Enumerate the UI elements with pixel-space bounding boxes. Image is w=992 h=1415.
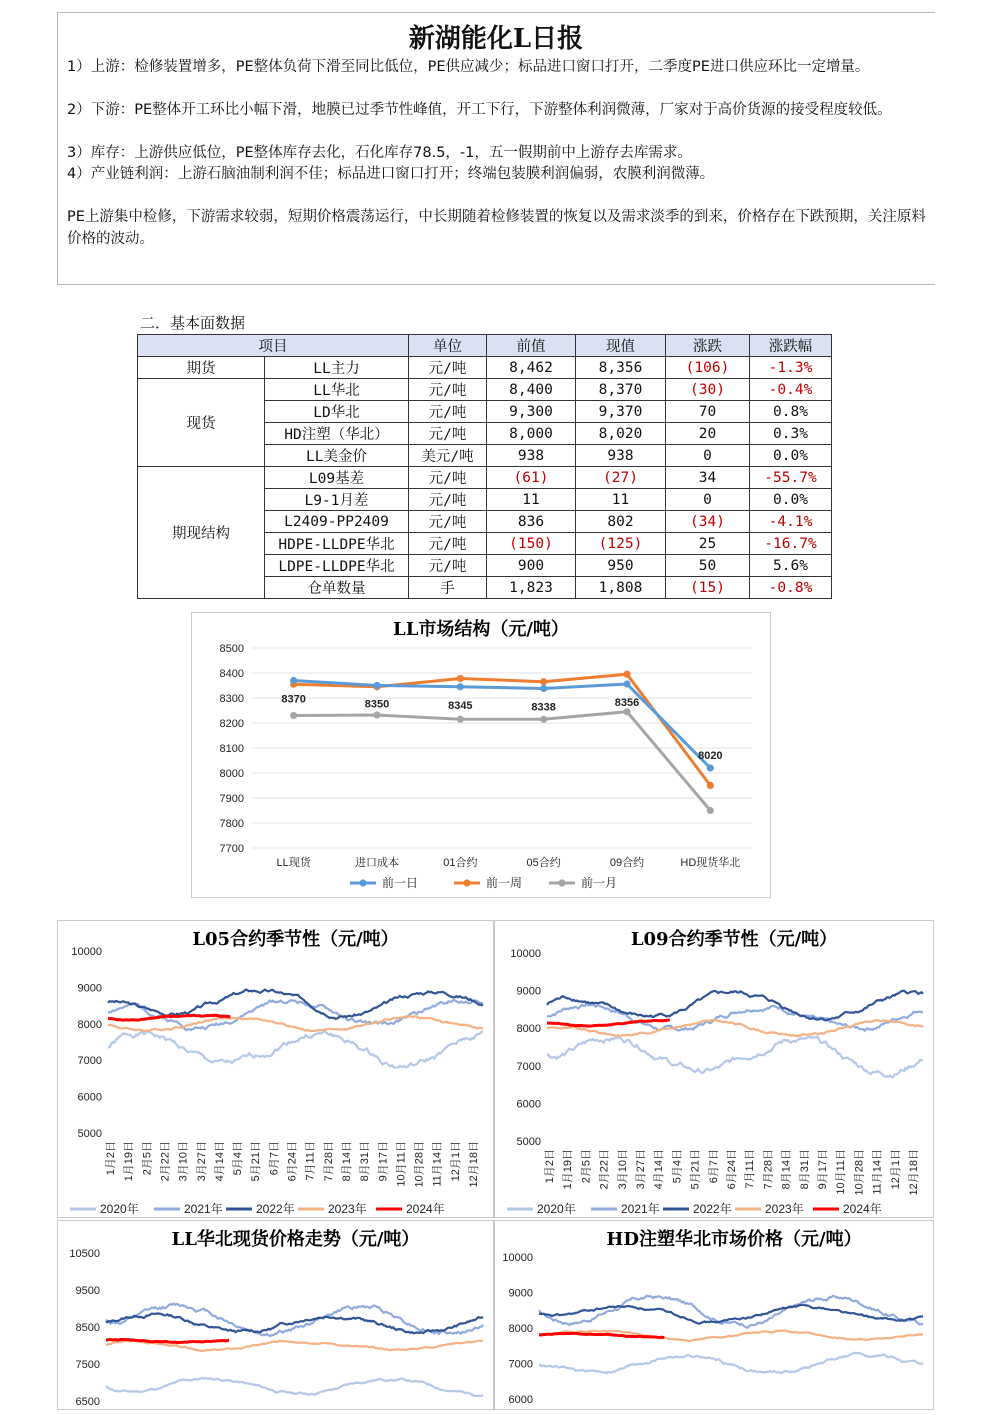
series-line-2 <box>106 1314 483 1334</box>
series-line-0 <box>539 1353 923 1373</box>
series-line-0 <box>547 1037 923 1078</box>
x-category-label: 09合约 <box>609 857 645 869</box>
series-line-2 <box>294 712 711 811</box>
series-line-1 <box>294 674 711 785</box>
fundamentals-table <box>137 334 832 599</box>
x-tick-label: 5月21日 <box>250 1141 263 1182</box>
row-change: 34 <box>666 467 750 489</box>
y-tick-label: 8300 <box>219 693 244 705</box>
row-prev: 836 <box>487 511 576 533</box>
legend-label: 2024年 <box>406 1202 445 1216</box>
header-pct: 涨跌幅 <box>750 335 832 357</box>
row-curr: (125) <box>576 533 666 555</box>
x-tick-label: 10月28日 <box>853 1149 866 1196</box>
legend-label: 2023年 <box>328 1202 367 1216</box>
data-point <box>623 708 630 715</box>
x-tick-label: 1月19日 <box>562 1149 575 1190</box>
y-tick-label: 9000 <box>77 982 102 995</box>
data-label: 8338 <box>531 701 556 714</box>
x-tick-label: 2月22日 <box>598 1149 611 1190</box>
x-tick-label: 6月24日 <box>286 1141 299 1182</box>
x-tick-label: 5月4日 <box>671 1149 684 1184</box>
x-tick-label: 4月14日 <box>213 1141 226 1182</box>
y-tick-label: 8400 <box>219 668 244 680</box>
data-point <box>457 683 464 690</box>
x-tick-label: 7月11日 <box>744 1149 757 1189</box>
x-tick-label: 10月28日 <box>413 1141 426 1188</box>
row-item: HD注塑（华北） <box>265 423 409 445</box>
y-tick-label: 10000 <box>71 946 102 958</box>
ll-north-spot-chart <box>57 1220 494 1410</box>
data-label: 8350 <box>364 698 390 711</box>
row-change: 50 <box>666 555 750 577</box>
y-tick-label: 8000 <box>508 1323 533 1335</box>
legend-label: 2023年 <box>765 1202 804 1216</box>
row-curr: 8,020 <box>576 423 666 445</box>
row-curr: 802 <box>576 511 666 533</box>
y-tick-label: 6000 <box>77 1091 102 1104</box>
l09-seasonality-svg <box>495 921 933 1217</box>
row-item: 仓单数量 <box>265 577 409 599</box>
header-curr: 现值 <box>576 335 666 357</box>
row-prev: 8,462 <box>487 357 576 379</box>
chart-title: HD注塑华北市场价格（元/吨） <box>606 1229 862 1250</box>
row-item: LD华北 <box>265 401 409 423</box>
header-unit: 单位 <box>409 335 487 357</box>
row-unit: 美元/吨 <box>409 445 487 467</box>
legend-label: 2020年 <box>537 1202 576 1216</box>
row-pct: 0.8% <box>750 401 832 423</box>
x-category-label: 进口成本 <box>355 857 399 869</box>
x-category-label: 01合约 <box>443 857 478 869</box>
legend-label: 2022年 <box>693 1202 732 1216</box>
x-tick-label: 9月17日 <box>817 1149 829 1190</box>
row-prev: (61) <box>487 467 576 489</box>
legend-label: 前一周 <box>486 876 523 890</box>
row-item: HDPE-LLDPE华北 <box>265 533 409 555</box>
y-tick-label: 7900 <box>219 793 244 805</box>
report-title: 新湖能化L日报 <box>408 24 584 54</box>
y-tick-label: 9000 <box>516 985 541 998</box>
row-unit: 元/吨 <box>409 533 487 555</box>
data-point <box>623 680 630 687</box>
row-pct: -0.8% <box>750 577 832 599</box>
row-group-label: 期货 <box>138 357 265 379</box>
legend-marker <box>558 879 565 886</box>
header-prev: 前值 <box>487 335 576 357</box>
data-point <box>623 671 630 678</box>
x-tick-label: 8月14日 <box>340 1141 353 1182</box>
row-prev: 9,300 <box>487 401 576 423</box>
row-pct: 0.0% <box>750 489 832 511</box>
data-label: 8370 <box>281 693 306 706</box>
series-line-2 <box>108 990 483 1019</box>
row-change: 0 <box>666 445 750 467</box>
inventory-paragraph: 3）库存：上游供应低位，PE整体库存去化，石化库存78.5，-1，五一假期前中上游存去库需求。 <box>67 145 692 161</box>
legend-label: 2021年 <box>184 1202 223 1216</box>
y-tick-label: 8500 <box>75 1322 100 1334</box>
x-tick-label: 10月11日 <box>835 1149 848 1195</box>
row-unit: 元/吨 <box>409 423 487 445</box>
row-unit: 手 <box>409 577 487 599</box>
data-point <box>707 764 714 771</box>
table-row <box>138 379 832 401</box>
row-prev: 11 <box>487 489 576 511</box>
row-prev: 8,000 <box>487 423 576 445</box>
y-tick-label: 8500 <box>219 643 244 655</box>
y-tick-label: 6000 <box>516 1098 541 1111</box>
y-tick-label: 10000 <box>502 1252 533 1264</box>
x-tick-label: 1月19日 <box>123 1141 136 1182</box>
hd-injection-chart <box>494 1220 934 1410</box>
x-tick-label: 12月18日 <box>908 1149 920 1196</box>
y-tick-label: 9000 <box>508 1287 533 1300</box>
row-unit: 元/吨 <box>409 489 487 511</box>
summary-paragraph: PE上游集中检修，下游需求较弱，短期价格震荡运行，中长期随着检修装置的恢复以及需求淡季的到来，价格存在下跌预期，关注原料价格的波动。 <box>67 209 926 247</box>
y-tick-label: 8200 <box>219 718 244 730</box>
row-curr: 938 <box>576 445 666 467</box>
y-tick-label: 7000 <box>77 1055 102 1068</box>
row-prev: 938 <box>487 445 576 467</box>
legend-label: 前一月 <box>581 876 618 890</box>
row-curr: 8,356 <box>576 357 666 379</box>
row-item: LDPE-LLDPE华北 <box>265 555 409 577</box>
x-tick-label: 12月1日 <box>449 1141 462 1182</box>
chart-title: LL华北现货价格走势（元/吨） <box>171 1229 420 1250</box>
data-point <box>457 716 464 723</box>
upstream-paragraph: 1）上游：检修装置增多，PE整体负荷下滑至同比低位，PE供应减少；标品进口窗口打开，二季度PE进口供应环比一定增量。 <box>67 59 870 75</box>
row-unit: 元/吨 <box>409 357 487 379</box>
section-title: 二．基本面数据 <box>140 314 246 332</box>
row-change: (15) <box>666 577 750 599</box>
row-pct: -1.3% <box>750 357 832 379</box>
y-tick-label: 5000 <box>516 1136 541 1148</box>
y-tick-label: 7500 <box>75 1359 100 1371</box>
x-tick-label: 8月14日 <box>780 1149 793 1190</box>
x-tick-label: 6月7日 <box>268 1141 281 1176</box>
legend-label: 2020年 <box>100 1202 139 1216</box>
x-tick-label: 11月14日 <box>431 1141 444 1187</box>
y-tick-label: 7000 <box>508 1358 533 1371</box>
row-item: LL华北 <box>265 379 409 401</box>
row-change: 20 <box>666 423 750 445</box>
data-point <box>540 716 547 723</box>
row-curr: 9,370 <box>576 401 666 423</box>
row-item: LL主力 <box>265 357 409 379</box>
data-point <box>707 782 714 789</box>
row-curr: 8,370 <box>576 379 666 401</box>
hd-injection-svg <box>495 1221 933 1411</box>
series-line-0 <box>106 1378 483 1396</box>
row-unit: 元/吨 <box>409 555 487 577</box>
x-tick-label: 6月7日 <box>707 1149 720 1184</box>
data-point <box>373 682 380 689</box>
row-pct: -0.4% <box>750 379 832 401</box>
row-pct: 0.0% <box>750 445 832 467</box>
x-tick-label: 7月11日 <box>304 1141 317 1181</box>
legend-label: 2022年 <box>256 1202 295 1216</box>
y-tick-label: 8000 <box>219 768 244 780</box>
row-item: LL美金价 <box>265 445 409 467</box>
x-tick-label: 4月14日 <box>653 1149 666 1190</box>
series-line-2 <box>547 991 923 1021</box>
series-line-1 <box>539 1296 923 1328</box>
y-tick-label: 8000 <box>77 1018 102 1031</box>
series-line-4 <box>539 1333 664 1337</box>
row-unit: 元/吨 <box>409 467 487 489</box>
data-point <box>373 711 380 718</box>
row-unit: 元/吨 <box>409 511 487 533</box>
row-prev: 900 <box>487 555 576 577</box>
x-tick-label: 3月27日 <box>195 1141 208 1182</box>
x-tick-label: 10月11日 <box>395 1141 408 1187</box>
x-category-label: HD现货华北 <box>680 857 741 869</box>
row-item: L9-1月差 <box>265 489 409 511</box>
chart-title: L09合约季节性（元/吨） <box>630 929 838 950</box>
x-tick-label: 1月2日 <box>544 1149 556 1184</box>
row-unit: 元/吨 <box>409 401 487 423</box>
x-tick-label: 11月14日 <box>871 1149 884 1195</box>
legend-label: 前一日 <box>382 876 419 890</box>
series-line-0 <box>108 1031 483 1068</box>
row-item: L09基差 <box>265 467 409 489</box>
row-pct: -55.7% <box>750 467 832 489</box>
row-change: (30) <box>666 379 750 401</box>
x-tick-label: 1月2日 <box>105 1141 117 1176</box>
market-structure-chart <box>191 612 771 898</box>
row-prev: 8,400 <box>487 379 576 401</box>
l05-seasonality-svg <box>58 921 493 1217</box>
data-label: 8020 <box>698 750 723 762</box>
table-body <box>138 357 832 599</box>
header-item: 项目 <box>138 335 409 357</box>
x-tick-label: 7月28日 <box>762 1149 775 1190</box>
row-pct: 5.6% <box>750 555 832 577</box>
legend-label: 2024年 <box>843 1202 882 1216</box>
data-point <box>707 807 714 814</box>
x-tick-label: 7月28日 <box>322 1141 335 1182</box>
market-structure-svg <box>192 613 770 897</box>
y-tick-label: 8000 <box>516 1023 541 1036</box>
row-curr: 11 <box>576 489 666 511</box>
row-prev: 1,823 <box>487 577 576 599</box>
x-tick-label: 6月24日 <box>726 1149 738 1190</box>
x-tick-label: 8月31日 <box>798 1149 811 1190</box>
y-tick-label: 10500 <box>69 1248 100 1260</box>
x-category-label: 05合约 <box>526 857 561 869</box>
row-change: (106) <box>666 357 750 379</box>
row-group-label: 现货 <box>138 379 265 467</box>
chart-title: LL市场结构（元/吨） <box>393 619 569 640</box>
row-unit: 元/吨 <box>409 379 487 401</box>
header-change: 涨跌 <box>666 335 750 357</box>
x-tick-label: 2月5日 <box>141 1141 154 1176</box>
row-group-label: 期现结构 <box>138 467 265 599</box>
l05-seasonality-chart <box>57 920 494 1218</box>
row-change: (34) <box>666 511 750 533</box>
y-tick-label: 7700 <box>219 843 244 855</box>
l09-seasonality-chart <box>494 920 934 1218</box>
x-tick-label: 3月10日 <box>616 1149 629 1190</box>
table-row <box>138 467 832 489</box>
x-tick-label: 9月17日 <box>377 1141 390 1182</box>
data-point <box>540 678 547 685</box>
x-tick-label: 12月1日 <box>889 1149 902 1190</box>
legend-marker <box>359 879 366 886</box>
ll-north-spot-svg <box>58 1221 493 1411</box>
y-tick-label: 7800 <box>219 818 244 830</box>
x-tick-label: 3月10日 <box>177 1141 190 1182</box>
x-category-label: LL现货 <box>276 857 311 869</box>
row-curr: 1,808 <box>576 577 666 599</box>
row-prev: (150) <box>487 533 576 555</box>
data-point <box>290 677 297 684</box>
x-tick-label: 8月31日 <box>359 1141 372 1182</box>
legend-marker <box>463 879 470 886</box>
row-curr: 950 <box>576 555 666 577</box>
row-change: 25 <box>666 533 750 555</box>
x-tick-label: 3月27日 <box>635 1149 647 1190</box>
row-change: 0 <box>666 489 750 511</box>
row-pct: -16.7% <box>750 533 832 555</box>
y-tick-label: 9500 <box>75 1285 100 1297</box>
x-tick-label: 2月22日 <box>159 1141 172 1182</box>
x-tick-label: 12月18日 <box>468 1141 480 1188</box>
y-tick-label: 5000 <box>77 1128 102 1140</box>
x-tick-label: 5月21日 <box>689 1149 702 1190</box>
profit-paragraph: 4）产业链利润：上游石脑油制利润不佳；标品进口窗口打开；终端包装膜利润偏弱，农膜利润微薄。 <box>67 166 715 182</box>
data-point <box>290 712 297 719</box>
row-curr: (27) <box>576 467 666 489</box>
data-label: 8356 <box>614 697 640 709</box>
x-tick-label: 5月4日 <box>232 1141 245 1176</box>
row-item: L2409-PP2409 <box>265 511 409 533</box>
table-row <box>138 357 832 379</box>
chart-title: L05合约季节性（元/吨） <box>192 929 399 950</box>
legend-label: 2021年 <box>621 1202 660 1216</box>
table-header-row <box>138 335 832 357</box>
data-point <box>457 675 464 682</box>
y-tick-label: 6500 <box>75 1396 100 1408</box>
y-tick-label: 8100 <box>219 743 244 755</box>
row-pct: 0.3% <box>750 423 832 445</box>
downstream-paragraph: 2）下游：PE整体开工环比小幅下滑，地膜已过季节性峰值，开工下行，下游整体利润微薄，厂家对于高价货源的接受程度较低。 <box>67 102 892 118</box>
data-point <box>540 685 547 692</box>
row-change: 70 <box>666 401 750 423</box>
y-tick-label: 10000 <box>510 948 541 960</box>
y-tick-label: 7000 <box>516 1060 541 1073</box>
row-pct: -4.1% <box>750 511 832 533</box>
data-label: 8345 <box>448 699 473 712</box>
y-tick-label: 6000 <box>508 1394 533 1406</box>
x-tick-label: 2月5日 <box>580 1149 593 1184</box>
series-line-0 <box>294 681 711 769</box>
